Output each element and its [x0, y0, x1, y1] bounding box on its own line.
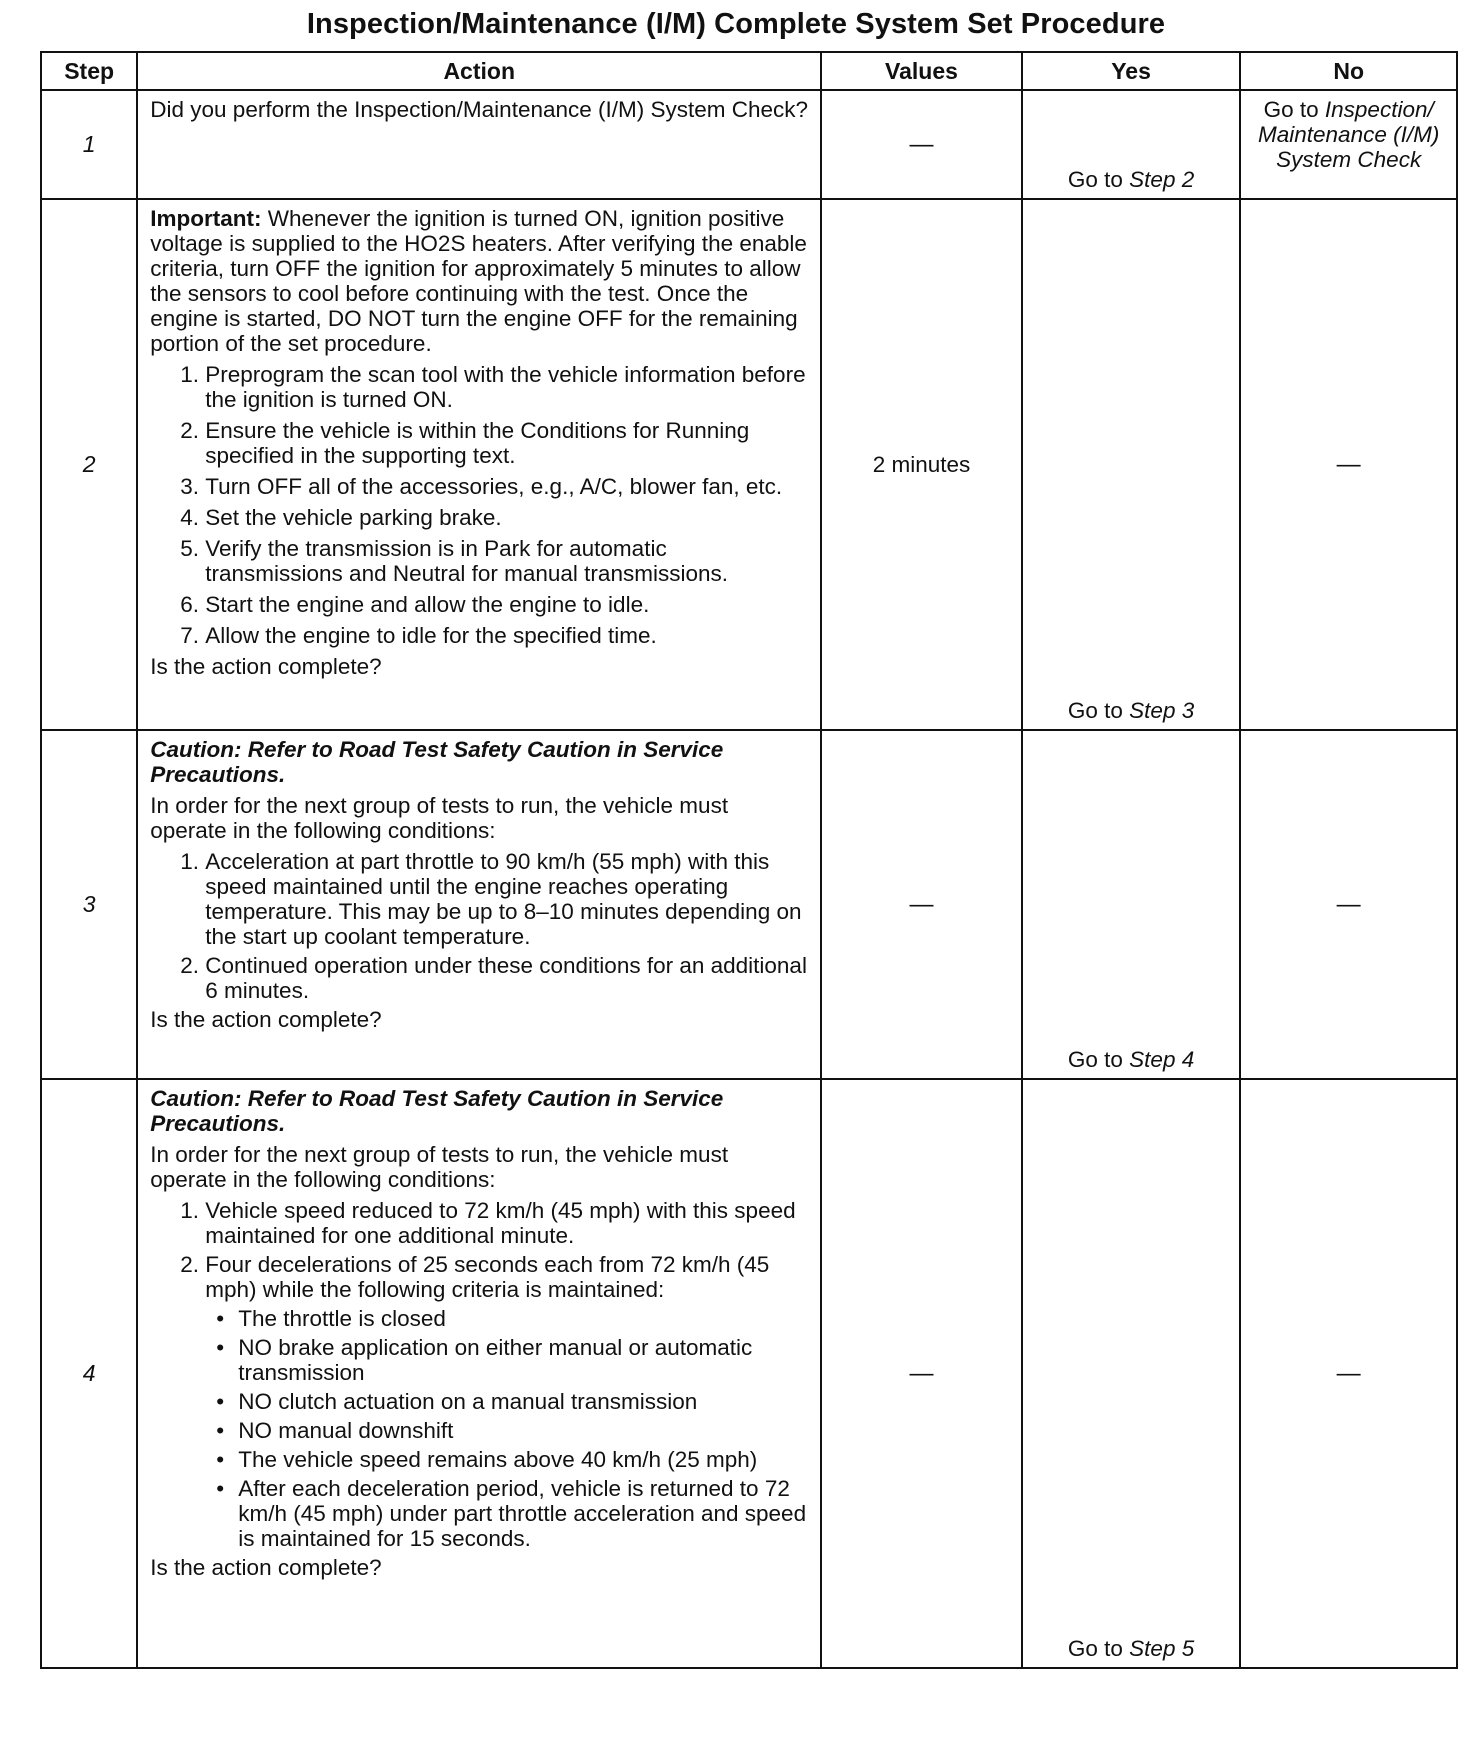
yes-target: Step 2	[1129, 167, 1195, 192]
caution-note: Caution: Refer to Road Test Safety Caution in Service Precautions.	[150, 1086, 724, 1136]
column-header-no: No	[1240, 52, 1457, 90]
table-row	[41, 199, 1457, 730]
values-cell	[821, 1079, 1022, 1668]
step-number: 2	[41, 199, 137, 730]
no-text: —	[1336, 891, 1361, 918]
table-header-row	[41, 52, 1457, 90]
important-note	[150, 206, 808, 356]
action-steps	[150, 1198, 808, 1551]
important-label: Important:	[150, 206, 262, 231]
yes-target: Step 4	[1129, 1047, 1195, 1072]
yes-prefix: Go to	[1067, 167, 1130, 192]
list-item: 3. Turn OFF all of the accessories, e.g., A/C, blower fan, etc.	[205, 474, 808, 499]
table-row	[41, 1079, 1457, 1668]
action-text: Did you perform the Inspection/Maintenance (I/M) System Check?	[150, 97, 809, 122]
list-item: 7. Allow the engine to idle for the specified time.	[205, 623, 808, 648]
yes-link[interactable]	[1023, 167, 1240, 192]
no-link[interactable]	[1241, 91, 1456, 172]
bullet-item: • NO brake application on either manual or automatic transmission	[238, 1335, 808, 1385]
list-item: 2. Ensure the vehicle is within the Conditions for Running specified in the supporting text.	[205, 418, 808, 468]
values-text: —	[909, 1360, 934, 1387]
yes-target: Step 5	[1129, 1636, 1195, 1661]
action-cell	[137, 730, 821, 1079]
list-item-text: Four decelerations of 25 seconds each from 72 km/h (45 mph) while the following criteria is maintained:	[205, 1252, 770, 1302]
column-header-step: Step	[41, 52, 137, 90]
bullet-item: • After each deceleration period, vehicle is returned to 72 km/h (45 mph) under part throttle acceleration and speed is maintained for 15 seconds.	[238, 1476, 808, 1551]
values-cell	[821, 90, 1022, 199]
no-text: —	[1336, 1360, 1361, 1387]
list-item: 4. Set the vehicle parking brake.	[205, 505, 808, 530]
list-item: 5. Verify the transmission is in Park for automatic transmissions and Neutral for manual transmissions.	[205, 536, 808, 586]
list-item: 1. Vehicle speed reduced to 72 km/h (45 mph) with this speed maintained for one additional minute.	[205, 1198, 808, 1248]
yes-cell	[1022, 199, 1241, 730]
yes-prefix: Go to	[1067, 698, 1130, 723]
column-header-yes: Yes	[1022, 52, 1241, 90]
step-number: 1	[41, 90, 137, 199]
no-prefix: Go to	[1263, 97, 1325, 122]
action-cell	[137, 1079, 821, 1668]
action-steps	[150, 362, 808, 648]
action-steps	[150, 849, 808, 1003]
bullet-item: • NO clutch actuation on a manual transmission	[238, 1389, 808, 1414]
yes-cell	[1022, 90, 1241, 199]
no-target: Inspection/ Maintenance (I/M) System Check	[1258, 97, 1440, 172]
values-text: —	[909, 131, 934, 158]
yes-link[interactable]	[1023, 698, 1240, 723]
table-row	[41, 90, 1457, 199]
procedure-table	[40, 51, 1458, 1669]
action-question: Is the action complete?	[150, 1555, 382, 1580]
column-header-action: Action	[137, 52, 821, 90]
yes-prefix: Go to	[1067, 1047, 1130, 1072]
values-cell	[821, 730, 1022, 1079]
action-cell	[137, 199, 821, 730]
yes-link[interactable]	[1023, 1636, 1240, 1661]
no-cell	[1240, 1079, 1457, 1668]
action-intro: In order for the next group of tests to run, the vehicle must operate in the following conditions:	[150, 1142, 729, 1192]
step-number: 4	[41, 1079, 137, 1668]
caution-note: Caution: Refer to Road Test Safety Caution in Service Precautions.	[150, 737, 724, 787]
bullet-item: • The vehicle speed remains above 40 km/h (25 mph)	[238, 1447, 808, 1472]
action-intro: In order for the next group of tests to run, the vehicle must operate in the following conditions:	[150, 793, 729, 843]
criteria-list	[205, 1306, 808, 1551]
list-item: 6. Start the engine and allow the engine to idle.	[205, 592, 808, 617]
yes-cell	[1022, 730, 1241, 1079]
action-question: Is the action complete?	[150, 1007, 382, 1032]
values-text: —	[909, 891, 934, 918]
no-cell	[1240, 90, 1457, 199]
values-text: 2 minutes	[872, 452, 971, 477]
action-cell	[137, 90, 821, 199]
important-text: Whenever the ignition is turned ON, ignition positive voltage is supplied to the HO2S heaters. After verifying the enable criteria, turn OFF the ignition for approximately 5 minutes to allow the sensors to cool before continuing with the test. Once the engine is started, DO NOT turn the engine OFF for the remaining portion of the set procedure.	[150, 206, 807, 356]
list-item	[205, 1252, 808, 1551]
list-item: 1. Preprogram the scan tool with the vehicle information before the ignition is turned ON.	[205, 362, 808, 412]
values-cell	[821, 199, 1022, 730]
table-row	[41, 730, 1457, 1079]
page-title: Inspection/Maintenance (I/M) Complete System Set Procedure	[306, 8, 1166, 40]
yes-link[interactable]	[1023, 1047, 1240, 1072]
yes-target: Step 3	[1129, 698, 1195, 723]
column-header-values: Values	[821, 52, 1022, 90]
list-item: 2. Continued operation under these conditions for an additional 6 minutes.	[205, 953, 808, 1003]
step-number: 3	[41, 730, 137, 1079]
bullet-item: • The throttle is closed	[238, 1306, 808, 1331]
list-item: 1. Acceleration at part throttle to 90 km/h (55 mph) with this speed maintained until the engine reaches operating temperature. This may be up to 8–10 minutes depending on the start up coolant temperature.	[205, 849, 808, 949]
no-cell	[1240, 730, 1457, 1079]
no-cell	[1240, 199, 1457, 730]
action-question: Is the action complete?	[150, 654, 382, 679]
no-text: —	[1336, 451, 1361, 478]
bullet-item: • NO manual downshift	[238, 1418, 808, 1443]
yes-cell	[1022, 1079, 1241, 1668]
yes-prefix: Go to	[1067, 1636, 1130, 1661]
